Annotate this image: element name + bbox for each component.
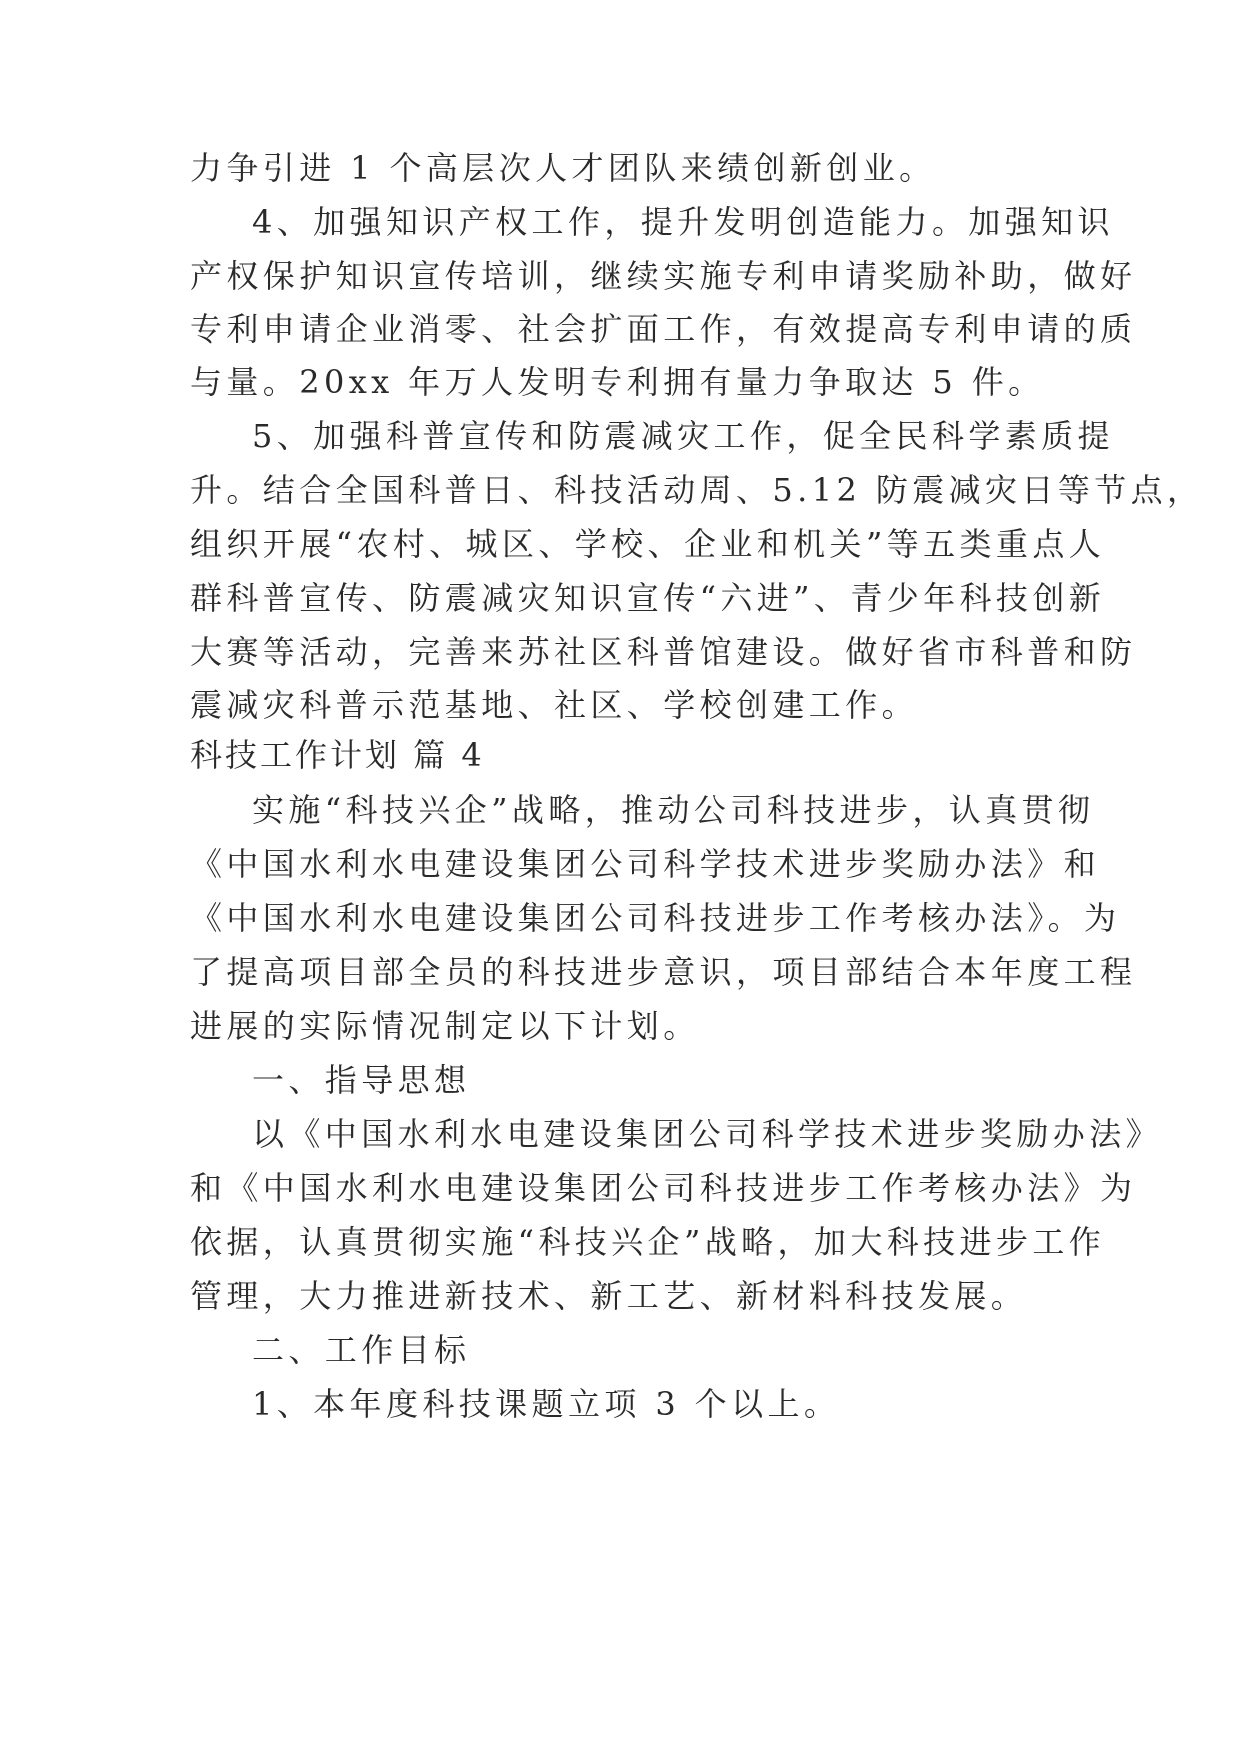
subheading: 二、工作目标 bbox=[252, 1331, 471, 1369]
paragraph-line: 和《中国水利水电建设集团公司科技进步工作考核办法》为 bbox=[190, 1169, 1137, 1207]
paragraph-line: 进展的实际情况制定以下计划。 bbox=[190, 1007, 700, 1045]
paragraph-line: 大赛等活动，完善来苏社区科普馆建设。做好省市科普和防 bbox=[190, 633, 1137, 671]
paragraph-line: 以《中国水利水电建设集团公司科学技术进步奖励办法》 bbox=[252, 1115, 1163, 1153]
paragraph-line: 群科普宣传、防震减灾知识宣传“六进”、青少年科技创新 bbox=[190, 579, 1106, 617]
paragraph-line: 专利申请企业消零、社会扩面工作，有效提高专利申请的质 bbox=[190, 310, 1137, 348]
paragraph-line: 与量。20xx 年万人发明专利拥有量力争取达 5 件。 bbox=[190, 363, 1045, 401]
subheading: 一、指导思想 bbox=[252, 1061, 471, 1099]
paragraph-line: 《中国水利水电建设集团公司科技进步工作考核办法》。为 bbox=[190, 899, 1121, 937]
paragraph-line: 升。结合全国科普日、科技活动周、5.12 防震减灾日等节点， bbox=[190, 471, 1204, 509]
paragraph-line: 组织开展“农村、城区、学校、企业和机关”等五类重点人 bbox=[190, 525, 1106, 563]
paragraph-line: 依据，认真贯彻实施“科技兴企”战略，加大科技进步工作 bbox=[190, 1223, 1106, 1261]
paragraph-line: 《中国水利水电建设集团公司科学技术进步奖励办法》和 bbox=[190, 845, 1101, 883]
paragraph-line: 震减灾科普示范基地、社区、学校创建工作。 bbox=[190, 686, 919, 724]
paragraph-line: 了提高项目部全员的科技进步意识，项目部结合本年度工程 bbox=[190, 953, 1137, 991]
section-heading: 科技工作计划 篇 4 bbox=[190, 736, 485, 774]
paragraph-line: 管理，大力推进新技术、新工艺、新材料科技发展。 bbox=[190, 1277, 1028, 1315]
paragraph-line: 5、加强科普宣传和防震减灾工作，促全民科学素质提 bbox=[252, 417, 1114, 455]
paragraph-line: 力争引进 1 个高层次人才团队来绩创新创业。 bbox=[190, 149, 936, 187]
paragraph-line: 4、加强知识产权工作，提升发明创造能力。加强知识 bbox=[252, 203, 1114, 241]
paragraph-line: 1、本年度科技课题立项 3 个以上。 bbox=[252, 1385, 841, 1423]
paragraph-line: 实施“科技兴企”战略，推动公司科技进步，认真贯彻 bbox=[252, 791, 1095, 829]
paragraph-line: 产权保护知识宣传培训，继续实施专利申请奖励补助，做好 bbox=[190, 257, 1137, 295]
